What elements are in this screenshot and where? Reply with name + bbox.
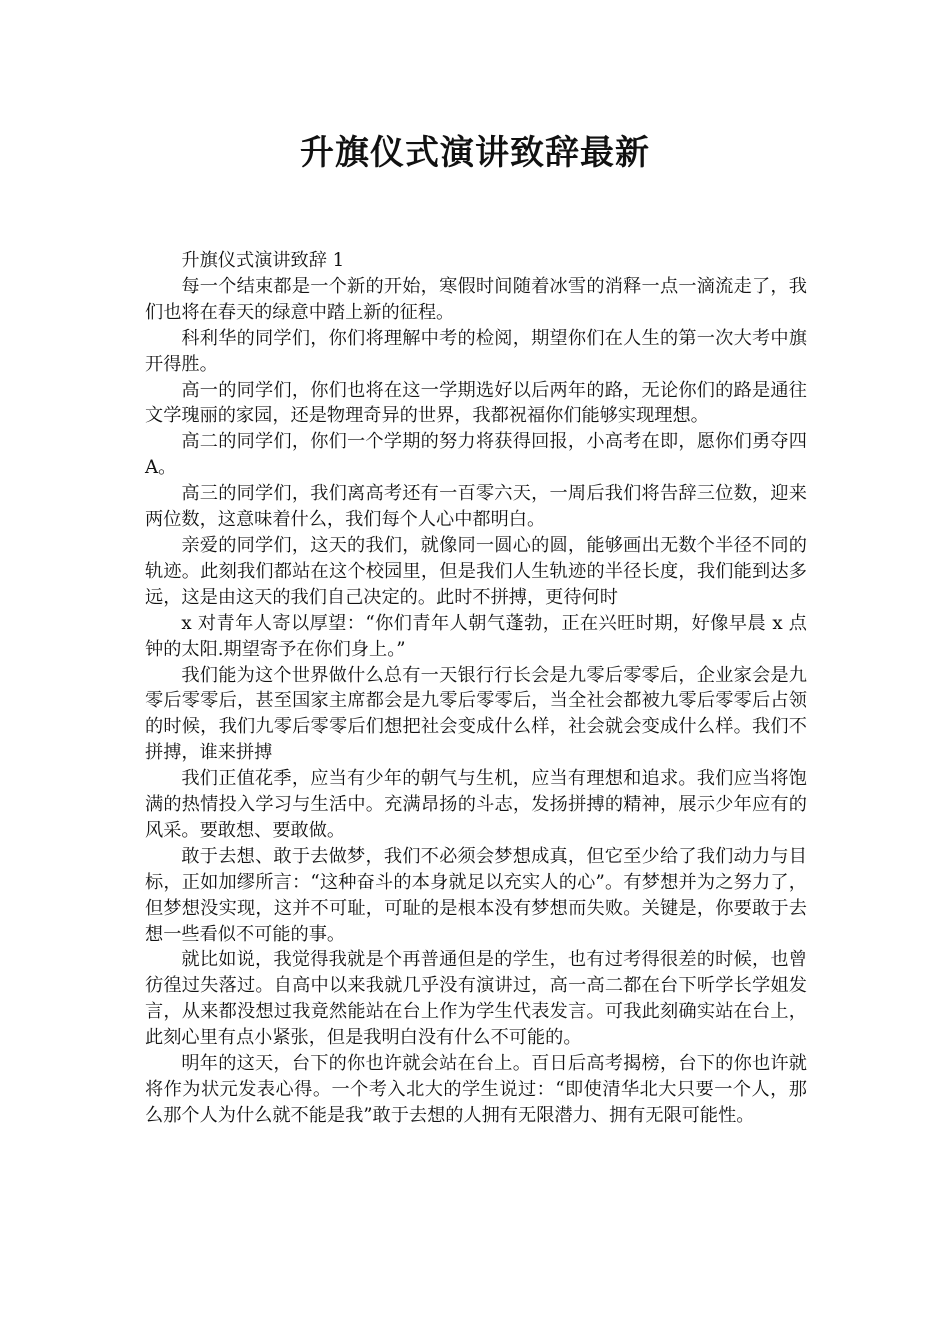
paragraph: 我们正值花季，应当有少年的朝气与生机，应当有理想和追求。我们应当将饱满的热情投入学习与生活中。充满昂扬的斗志，发扬拼搏的精神，展示少年应有的风采。要敢想、要敢做。 bbox=[145, 768, 807, 841]
paragraph: 明年的这天，台下的你也许就会站在台上。百日后高考揭榜，台下的你也许就将作为状元发表心得。一个考入北大的学生说过：“即使清华北大只要一个人，那么那个人为什么就不能是我”敢于去想的人拥有无限潜力、拥有无限可能性。 bbox=[145, 1053, 807, 1126]
paragraph: 高一的同学们，你们也将在这一学期选好以后两年的路，无论你们的路是通往文学瑰丽的家园，还是物理奇异的世界，我都祝福你们能够实现理想。 bbox=[145, 379, 807, 427]
paragraph: 科利华的同学们，你们将理解中考的检阅，期望你们在人生的第一次大考中旗开得胜。 bbox=[145, 327, 807, 375]
paragraph: 高二的同学们，你们一个学期的努力将获得回报，小高考在即，愿你们勇夺四 A。 bbox=[145, 431, 807, 479]
paragraph: 亲爱的同学们，这天的我们，就像同一圆心的圆，能够画出无数个半径不同的轨迹。此刻我们都站在这个校园里，但是我们人生轨迹的半径长度，我们能到达多远，这是由这天的我们自己决定的。此时不拼搏，更待何时 bbox=[145, 534, 807, 608]
section-subheading: 升旗仪式演讲致辞 1 bbox=[181, 250, 345, 271]
paragraph: 我们能为这个世界做什么总有一天银行行长会是九零后零零后，企业家会是九零后零零后，甚至国家主席都会是九零后零零后，当全社会都被九零后零零后占领的时候，我们九零后零零后们想把社会变成什么样，社会就会变成什么样。我们不拼搏，谁来拼搏 bbox=[145, 664, 807, 764]
paragraph: 高三的同学们，我们离高考还有一百零六天，一周后我们将告辞三位数，迎来两位数，这意味着什么，我们每个人心中都明白。 bbox=[145, 483, 807, 531]
document-body bbox=[145, 248, 807, 1129]
paragraph: x 对青年人寄以厚望：“你们青年人朝气蓬勃，正在兴旺时期，好像早晨 x 点钟的太阳.期望寄予在你们身上。” bbox=[145, 612, 807, 660]
document-title: 升旗仪式演讲致辞最新 bbox=[300, 133, 650, 173]
paragraph: 就比如说，我觉得我就是个再普通但是的学生，也有过考得很差的时候，也曾彷徨过失落过。自高中以来我就几乎没有演讲过，高一高二都在台下听学长学姐发言，从来都没想过我竟然能站在台上作为学生代表发言。可我此刻确实站在台上，此刻心里有点小紧张，但是我明白没有什么不可能的。 bbox=[145, 949, 807, 1049]
paragraph: 每一个结束都是一个新的开始，寒假时间随着冰雪的消释一点一滴流走了，我们也将在春天的绿意中踏上新的征程。 bbox=[145, 275, 807, 323]
paragraph: 敢于去想、敢于去做梦，我们不必须会梦想成真，但它至少给了我们动力与目标，正如加缪所言：“这种奋斗的本身就足以充实人的心”。有梦想并为之努力了，但梦想没实现，这并不可耻，可耻的是根本没有梦想而失败。关键是，你要敢于去想一些看似不可能的事。 bbox=[145, 845, 807, 945]
